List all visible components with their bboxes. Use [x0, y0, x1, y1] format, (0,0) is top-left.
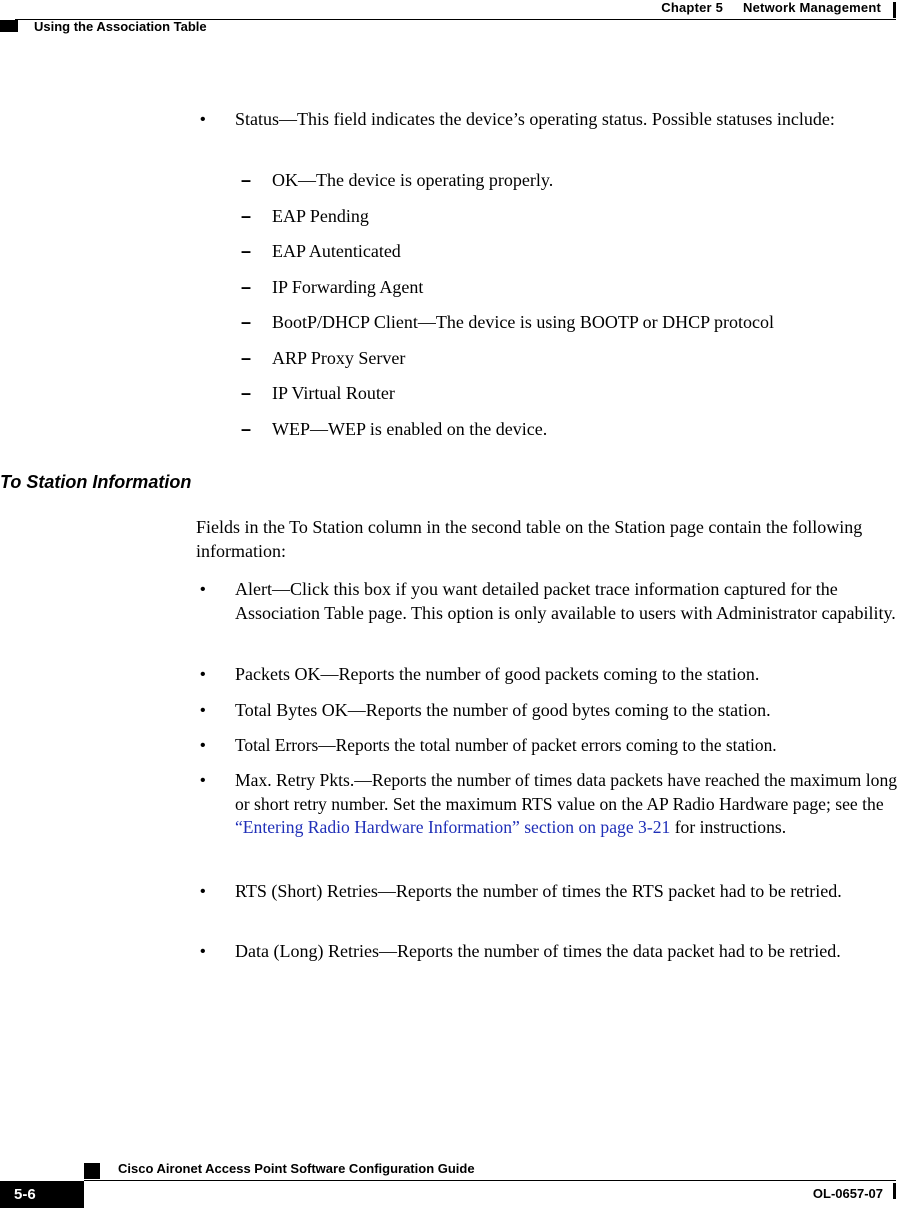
running-header-chapter: [641, 0, 881, 15]
doc-number: OL-0657-07: [812, 1186, 883, 1201]
sub-item: – IP Forwarding Agent: [241, 277, 424, 297]
sub-item: – OK—The device is operating properly.: [241, 170, 554, 190]
footer-block: [84, 1163, 100, 1179]
sub-item: – ARP Proxy Server: [241, 348, 406, 368]
bullet-total-bytes: • Total Bytes OK—Reports the number of good bytes coming to the station.: [200, 699, 900, 723]
max-retry-text: Max. Retry Pkts.—Reports the number of times data packets have reached the maximum long or short retry number. Set the maximum RTS value on the AP Radio Hardware page; see the: [235, 770, 898, 814]
bullet-rts-retries: • RTS (Short) Retries—Reports the number of times the RTS packet had to be retried.: [200, 880, 900, 904]
sub-item: – BootP/DHCP Client—The device is using BOOTP or DHCP protocol: [241, 312, 774, 332]
footer-tick: [893, 1183, 896, 1199]
chapter-title: Network Management: [743, 0, 881, 15]
sub-item: – EAP Autenticated: [241, 241, 401, 261]
radio-hardware-link[interactable]: “Entering Radio Hardware Information” section on page 3-21: [235, 817, 671, 837]
bullet-dot-icon: •: [200, 702, 206, 719]
sub-item: – EAP Pending: [241, 206, 369, 226]
max-retry-suffix: for instructions.: [670, 817, 787, 837]
running-header-section: Using the Association Table: [34, 19, 207, 34]
section-heading: To Station Information: [0, 472, 192, 492]
header-block: [0, 20, 18, 32]
sub-item: – IP Virtual Router: [241, 383, 395, 403]
page-number: 5-6: [0, 1181, 84, 1208]
bullet-dot-icon: •: [200, 772, 206, 789]
bullet-status-text: Status—This field indicates the device’s operating status. Possible statuses include:: [235, 109, 835, 129]
footer-rule: [84, 1180, 896, 1181]
bullet-dot-icon: •: [200, 581, 206, 598]
sub-item: – WEP—WEP is enabled on the device.: [241, 419, 548, 439]
bullet-dot-icon: •: [200, 883, 206, 900]
bullet-data-retries: • Data (Long) Retries—Reports the number of times the data packet had to be retried.: [200, 940, 900, 964]
bullet-dot-icon: •: [200, 111, 206, 128]
intro-paragraph: Fields in the To Station column in the second table on the Station page contain the following information:: [196, 517, 863, 561]
bullet-status: [200, 108, 900, 132]
header-tick: [893, 2, 896, 18]
bullet-dot-icon: •: [200, 666, 206, 683]
footer-guide-title: Cisco Aironet Access Point Software Configuration Guide: [118, 1161, 475, 1176]
chapter-label: Chapter 5: [661, 0, 724, 15]
bullet-max-retry: [200, 769, 900, 840]
bullet-total-errors: • Total Errors—Reports the total number of packet errors coming to the station.: [200, 734, 900, 758]
bullet-packets-ok: • Packets OK—Reports the number of good packets coming to the station.: [200, 663, 900, 687]
bullet-dot-icon: •: [200, 943, 206, 960]
bullet-dot-icon: •: [200, 737, 206, 754]
bullet-alert: • Alert—Click this box if you want detailed packet trace information captured for the Association Table page. This option is only available to users with Administrator capability.: [200, 579, 896, 623]
